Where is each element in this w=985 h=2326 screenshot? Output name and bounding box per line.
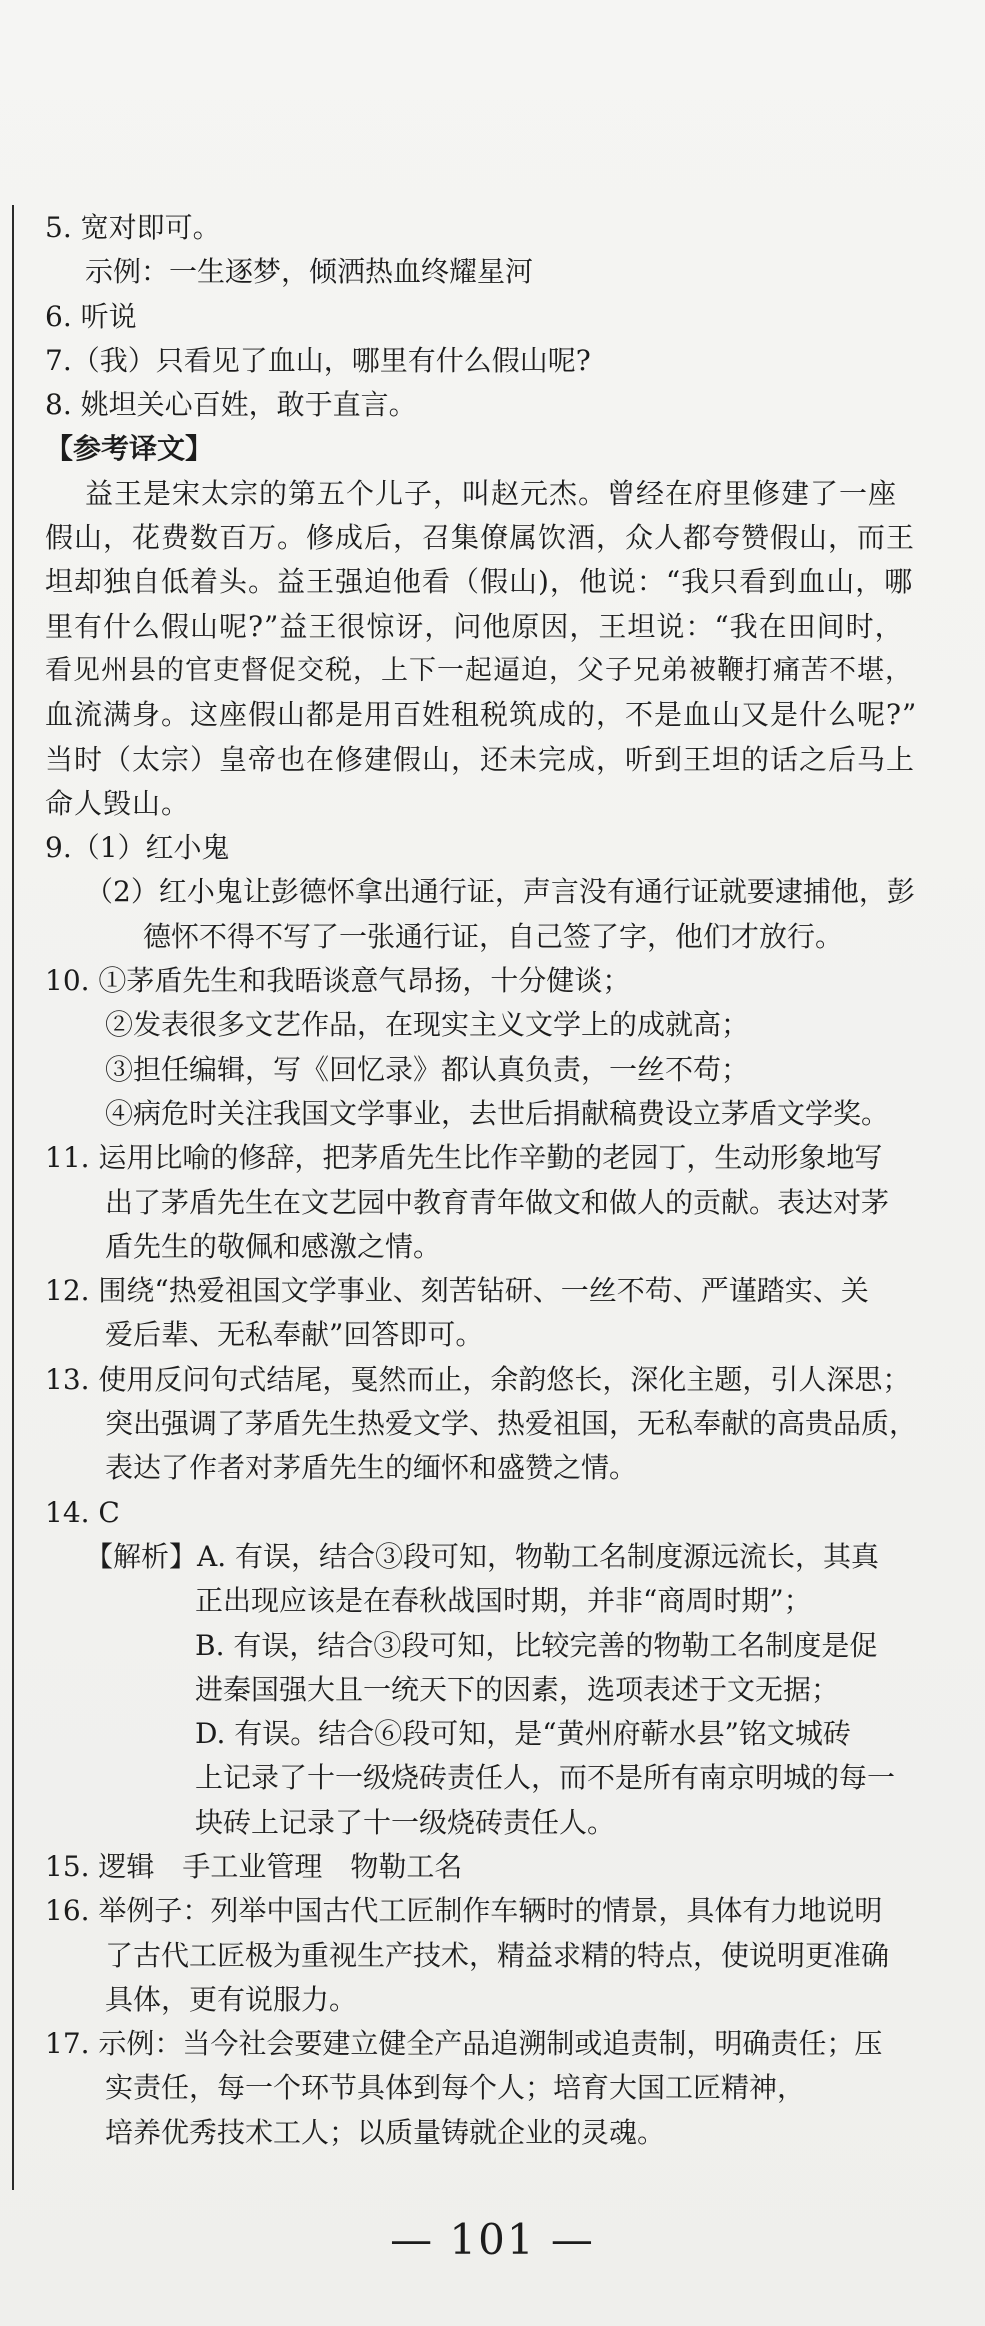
answer-13-cont: 表达了作者对茅盾先生的缅怀和盛赞之情。 bbox=[105, 1451, 638, 1485]
answer-13-cont: 突出强调了茅盾先生热爱文学、热爱祖国，无私奉献的高贵品质， bbox=[105, 1407, 918, 1441]
answer-13: 13. 使用反问句式结尾，戛然而止，余韵悠长，深化主题，引人深思； bbox=[45, 1362, 911, 1396]
answer-10: 10. ①茅盾先生和我晤谈意气昂扬，十分健谈； bbox=[45, 964, 631, 998]
answer-5-example: 示例：一生逐梦，倾洒热血终耀星河 bbox=[85, 255, 534, 289]
analysis-a-cont: 正出现应该是在春秋战国时期，并非“商周时期”； bbox=[195, 1584, 812, 1618]
answer-5: 5. 宽对即可。 bbox=[45, 211, 221, 244]
translation-line: 益王是宋太宗的第五个儿子，叫赵元杰。曾经在府里修建了一座 bbox=[85, 476, 898, 510]
answer-17: 17. 示例：当今社会要建立健全产品追溯制或追责制，明确责任；压 bbox=[45, 2027, 883, 2061]
answer-9-2: （2）红小鬼让彭德怀拿出通行证，声言没有通行证就要逮捕他，彭 bbox=[85, 875, 915, 909]
analysis-d: D. 有误。结合⑥段可知，是“黄州府蕲水县”铭文城砖 bbox=[195, 1717, 851, 1751]
analysis-d-cont: 块砖上记录了十一级烧砖责任人。 bbox=[195, 1805, 616, 1839]
analysis-a: 【解析】A. 有误，结合③段可知，物勒工名制度源远流长，其真 bbox=[85, 1539, 880, 1573]
answer-16: 16. 举例子：列举中国古代工匠制作车辆时的情景，具体有力地说明 bbox=[45, 1894, 883, 1928]
answer-15: 15. 逻辑 手工业管理 物勒工名 bbox=[45, 1849, 463, 1883]
answer-9-2-cont: 德怀不得不写了一张通行证，自己签了字，他们才放行。 bbox=[143, 919, 844, 953]
answer-content bbox=[45, 206, 925, 2155]
answer-10-item: ②发表很多文艺作品，在现实主义文学上的成就高； bbox=[105, 1008, 750, 1042]
translation-line: 当时（太宗）皇帝也在修建假山，还未完成，听到王坦的话之后马上 bbox=[45, 742, 916, 776]
answer-11: 11. 运用比喻的修辞，把茅盾先生比作辛勤的老园丁，生动形象地写 bbox=[45, 1141, 883, 1175]
analysis-b: B. 有误，结合③段可知，比较完善的物勒工名制度是促 bbox=[195, 1628, 878, 1662]
answer-17-cont: 培养优秀技术工人；以质量铸就企业的灵魂。 bbox=[105, 2115, 666, 2149]
answer-12: 12. 围绕“热爱祖国文学事业、刻苦钻研、一丝不苟、严谨踏实、关 bbox=[45, 1274, 869, 1308]
translation-line: 坦却独自低着头。益王强迫他看（假山)，他说：“我只看到血山，哪 bbox=[45, 565, 914, 599]
answer-16-cont: 具体，更有说服力。 bbox=[105, 1982, 358, 2016]
answer-11-cont: 盾先生的敬佩和感激之情。 bbox=[105, 1229, 442, 1263]
answer-14: 14. C bbox=[45, 1495, 120, 1529]
answer-12-cont: 爱后辈、无私奉献”回答即可。 bbox=[105, 1318, 484, 1352]
answer-9-1: 9.（1）红小鬼 bbox=[45, 831, 230, 865]
analysis-b-cont: 进秦国强大且一统天下的因素，选项表述于文无据； bbox=[195, 1672, 840, 1706]
translation-line: 假山，花费数百万。修成后，召集僚属饮酒，众人都夸赞假山，而王 bbox=[45, 521, 916, 555]
answer-10-item: ④病危时关注我国文学事业，去世后捐献稿费设立茅盾文学奖。 bbox=[105, 1096, 890, 1130]
translation-line: 命人毁山。 bbox=[45, 786, 191, 820]
answer-16-cont: 了古代工匠极为重视生产技术，精益求精的特点，使说明更准确 bbox=[105, 1938, 890, 1972]
analysis-d-cont: 上记录了十一级烧砖责任人，而不是所有南京明城的每一 bbox=[195, 1761, 896, 1795]
translation-line: 血流满身。这座假山都是用百姓租税筑成的，不是血山又是什么呢?” bbox=[45, 698, 918, 732]
answer-6: 6. 听说 bbox=[45, 299, 137, 333]
translation-line: 里有什么假山呢?”益王很惊讶，问他原因，王坦说：“我在田间时， bbox=[45, 609, 904, 643]
page-number: — 101 — bbox=[390, 2215, 595, 2264]
answer-11-cont: 出了茅盾先生在文艺园中教育青年做文和做人的贡献。表达对茅 bbox=[105, 1185, 890, 1219]
answer-7: 7.（我）只看见了血山，哪里有什么假山呢? bbox=[45, 343, 591, 377]
answer-17-cont: 实责任，每一个环节具体到每个人；培育大国工匠精神， bbox=[105, 2071, 806, 2105]
left-margin-rule bbox=[12, 205, 14, 2190]
answer-8: 8. 姚坦关心百姓，敢于直言。 bbox=[45, 388, 417, 422]
translation-line: 看见州县的官吏督促交税，上下一起逼迫，父子兄弟被鞭打痛苦不堪， bbox=[45, 654, 913, 686]
answer-10-item: ③担任编辑，写《回忆录》都认真负责，一丝不苟； bbox=[105, 1052, 750, 1086]
translation-heading: 【参考译文】 bbox=[45, 432, 214, 466]
